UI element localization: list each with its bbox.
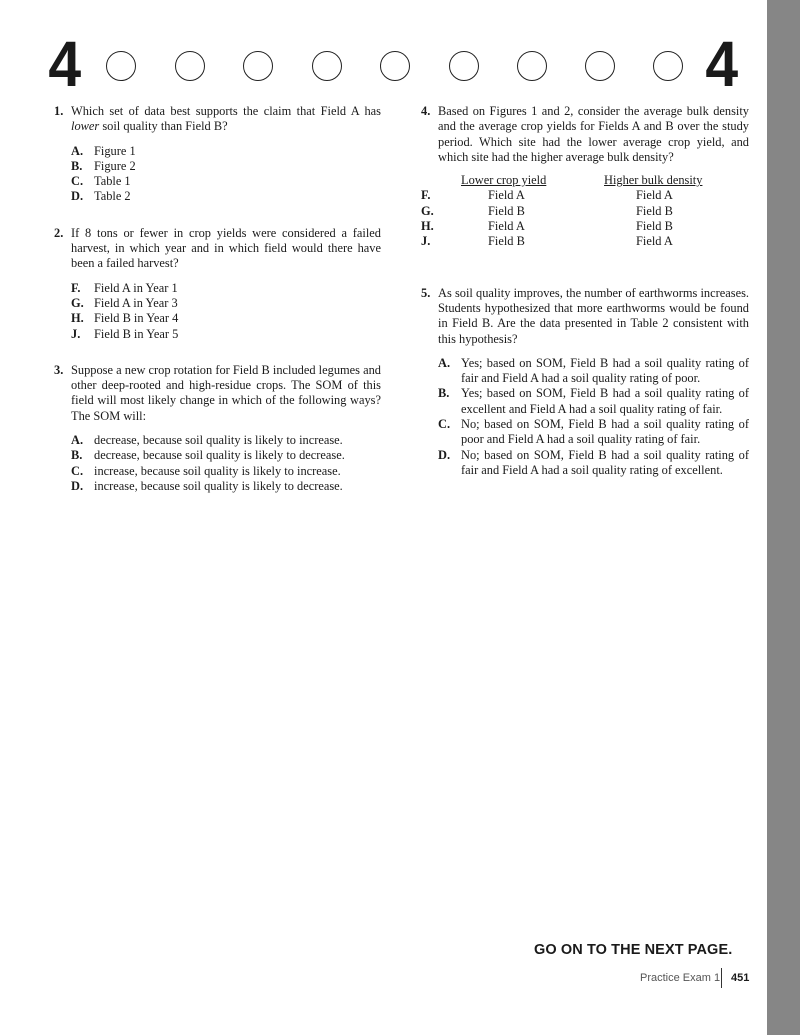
header-circle	[175, 51, 205, 81]
choice-label: C.	[71, 174, 84, 189]
choice-text: Field A in Year 1	[94, 280, 178, 295]
stem-emphasis: lower	[71, 119, 100, 134]
choice-label: F.	[421, 188, 431, 203]
answer-choice[interactable]	[71, 433, 381, 448]
answer-choice[interactable]	[421, 219, 749, 234]
choice-table-header	[421, 173, 749, 188]
header-circle	[380, 51, 410, 81]
answer-choice[interactable]	[438, 356, 749, 387]
go-on-next-page: GO ON TO THE NEXT PAGE.	[534, 942, 733, 958]
question-stem: Based on Figures 1 and 2, consider the average bulk density and the average crop yields for Fields A and B over the study period. Which site had the lower average crop yield, and which site had the higher average bulk density?	[438, 104, 749, 164]
choice-crop-yield: Field B	[488, 203, 525, 218]
choice-bulk-density: Field A	[636, 188, 673, 203]
answer-choice[interactable]	[71, 174, 381, 189]
choice-text: No; based on SOM, Field B had a soil quality rating of poor and Field A had a soil quality rating of fair.	[461, 417, 749, 447]
header-circle	[585, 51, 615, 81]
answer-choice[interactable]	[438, 448, 749, 479]
choice-text: Field B in Year 5	[94, 326, 179, 341]
choice-text: decrease, because soil quality is likely to decrease.	[94, 448, 345, 463]
question-stem: Suppose a new crop rotation for Field B included legumes and other deep-rooted and high-residue crops. The SOM of this field will most likely change in which of the following ways? The SOM will:	[71, 362, 381, 423]
answer-choices	[438, 356, 749, 478]
header-circle	[312, 51, 342, 81]
column-header-crop-yield: Lower crop yield	[461, 173, 547, 188]
choice-label: B.	[71, 448, 83, 463]
choice-text: Figure 2	[94, 158, 136, 173]
answer-choice[interactable]	[71, 479, 381, 494]
choice-label: D.	[438, 447, 451, 462]
choice-label: B.	[438, 386, 450, 401]
answer-choice[interactable]	[421, 188, 749, 203]
choice-label: D.	[71, 189, 84, 204]
answer-choice[interactable]	[421, 234, 749, 249]
answer-choice[interactable]	[71, 327, 381, 342]
answer-choice[interactable]	[438, 386, 749, 417]
choice-label: J.	[421, 234, 431, 249]
choice-label: F.	[71, 280, 81, 295]
choice-bulk-density: Field B	[636, 203, 673, 218]
question-number: 3.	[54, 362, 64, 377]
choice-label: D.	[71, 478, 84, 493]
question-stem: As soil quality improves, the number of earthworms increases. Students hypothesized that more earthworms would be found in Field B. Are the data presented in Table 2 consistent with this hypothesis?	[438, 285, 749, 346]
header-circle	[449, 51, 479, 81]
choice-text: Table 1	[94, 174, 131, 189]
choice-text: Field B in Year 4	[94, 311, 179, 326]
answer-choice[interactable]	[71, 159, 381, 174]
answer-choice[interactable]	[71, 296, 381, 311]
answer-choices	[71, 433, 381, 494]
choice-text: Figure 1	[94, 143, 136, 158]
exam-name: Practice Exam 1	[640, 972, 721, 984]
choice-crop-yield: Field A	[488, 219, 525, 234]
answer-choice[interactable]	[71, 144, 381, 159]
answer-choice[interactable]	[71, 281, 381, 296]
choice-crop-yield: Field B	[488, 234, 525, 249]
right-column	[421, 104, 749, 478]
stem-text: Which set of data best supports the claim that Field A has	[71, 104, 381, 118]
column-header-bulk-density: Higher bulk density	[604, 173, 703, 188]
choice-bulk-density: Field A	[636, 234, 673, 249]
header-circle	[106, 51, 136, 81]
page-number: 451	[731, 972, 750, 984]
question-4	[421, 104, 749, 250]
question-number: 2.	[54, 225, 64, 240]
choice-text: No; based on SOM, Field B had a soil quality rating of fair and Field A had a soil quality rating of excellent.	[461, 447, 749, 477]
question-stem: If 8 tons or fewer in crop yields were considered a failed harvest, in which year and in which field would there have been a failed harvest?	[71, 225, 381, 271]
choice-label: H.	[421, 219, 434, 234]
choice-bulk-density: Field B	[636, 219, 673, 234]
choice-text: Yes; based on SOM, Field B had a soil quality rating of excellent and Field A had a soil quality rating of fair.	[461, 386, 749, 416]
choice-label: B.	[71, 158, 83, 173]
answer-choice[interactable]	[71, 448, 381, 463]
choice-label: A.	[71, 143, 84, 158]
question-stem	[71, 104, 381, 135]
answer-choices	[71, 281, 381, 342]
section-header	[0, 0, 767, 100]
question-number: 1.	[54, 104, 64, 118]
question-5	[421, 286, 749, 479]
choice-label: J.	[71, 326, 81, 341]
choice-label: G.	[421, 203, 434, 218]
answer-choice[interactable]	[71, 464, 381, 479]
question-3	[54, 363, 381, 494]
choice-text: increase, because soil quality is likely to increase.	[94, 463, 341, 478]
question-2	[54, 226, 381, 342]
left-column	[54, 104, 381, 494]
answer-choice[interactable]	[71, 189, 381, 204]
choice-text: Yes; based on SOM, Field B had a soil quality rating of fair and Field A had a soil quality rating of poor.	[461, 355, 749, 386]
answer-choice[interactable]	[71, 311, 381, 326]
choice-label: A.	[71, 433, 84, 448]
choice-text: Field A in Year 3	[94, 295, 178, 310]
stem-text: soil quality than Field B?	[99, 119, 228, 134]
choice-text: decrease, because soil quality is likely to increase.	[94, 433, 343, 448]
answer-choices	[71, 144, 381, 205]
section-number-right: 4	[705, 28, 739, 100]
choice-label: A.	[438, 355, 451, 370]
header-circle	[653, 51, 683, 81]
answer-choice[interactable]	[438, 417, 749, 448]
choice-label: H.	[71, 311, 84, 326]
question-number: 4.	[421, 104, 431, 118]
header-circle	[243, 51, 273, 81]
question-1	[54, 104, 381, 205]
choice-label: C.	[71, 463, 84, 478]
answer-choice-table	[421, 173, 749, 249]
question-number: 5.	[421, 285, 431, 300]
section-number-left: 4	[48, 28, 82, 100]
choice-label: C.	[438, 417, 451, 432]
footer-divider	[721, 968, 722, 988]
choice-label: G.	[71, 295, 84, 310]
choice-text: Table 2	[94, 189, 131, 204]
side-tab-bar	[767, 0, 800, 1035]
choice-crop-yield: Field A	[488, 188, 525, 203]
answer-choice[interactable]	[421, 204, 749, 219]
choice-text: increase, because soil quality is likely to decrease.	[94, 478, 343, 493]
header-circle	[517, 51, 547, 81]
